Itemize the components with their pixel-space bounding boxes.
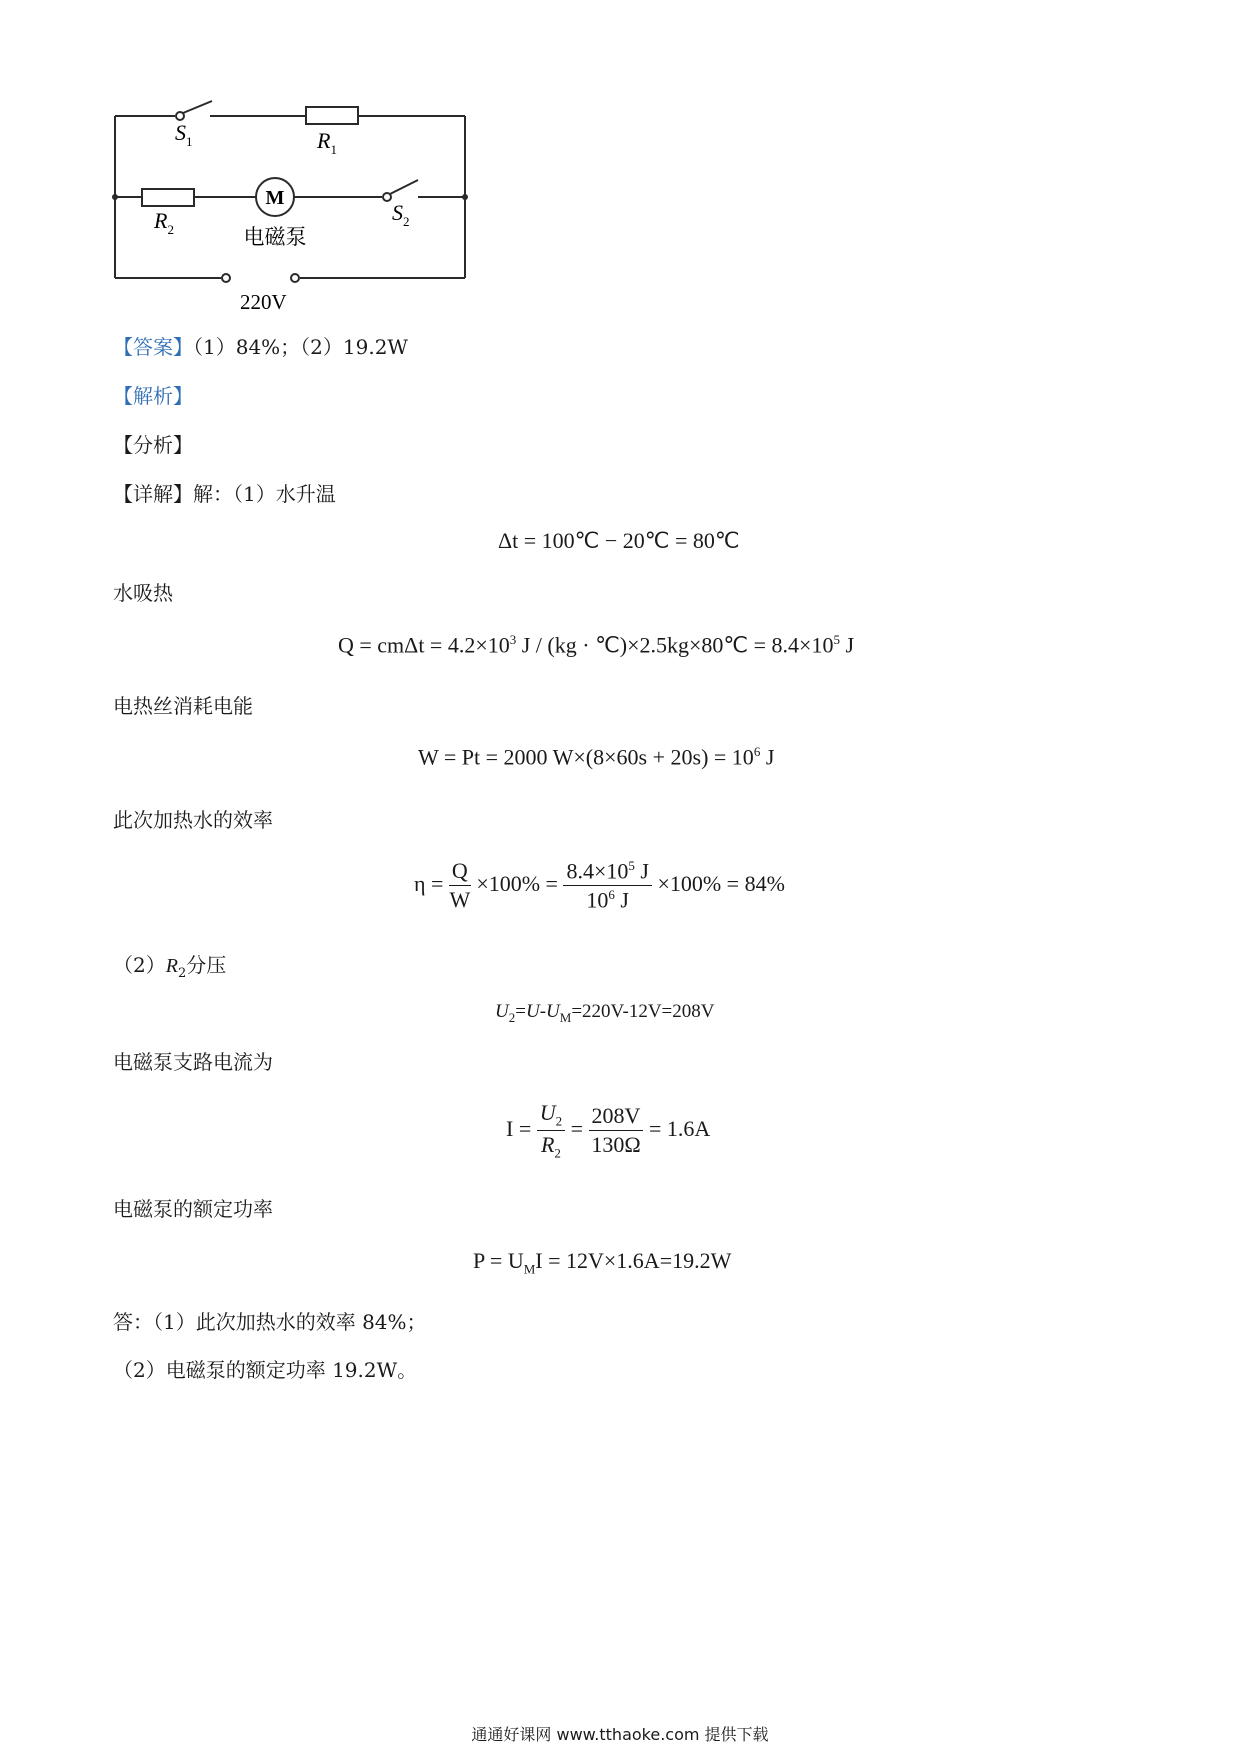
r2-label: $R_2$ <box>154 208 174 237</box>
r1-label: $R_1$ <box>317 128 337 157</box>
conclusion-line-2: （2）电磁泵的额定功率 19.2W。 <box>113 1358 418 1382</box>
equation-efficiency: η = $\frac{Q}{W}$ ×100% = $\frac{8.4\times 10^5 J}{10^6 J}$ ×100% = 84% <box>414 858 785 913</box>
fenxi-tag: 【分析】 <box>113 433 193 457</box>
s2-label: $S_2$ <box>392 200 410 229</box>
answer-text: （1）84%；（2）19.2W <box>193 335 408 359</box>
efficiency-label: 此次加热水的效率 <box>113 808 273 832</box>
detail-text: 解：（1）水升温 <box>193 482 336 506</box>
equation-power: $P = U_MI = 12V\times 1.6A=19.2W$ <box>473 1248 732 1277</box>
answer-line <box>113 333 408 361</box>
conclusion-line-1: 答：（1）此次加热水的效率 84%； <box>113 1310 427 1334</box>
equation-current: I = $\frac{U_2}{R_2}$ = $\frac{208V}{130\Omega}$ = 1.6A <box>506 1100 711 1161</box>
equation-electric-energy: W = Pt = 2000 $W\times(8\times 60s + 20s) = 10^6$ J <box>418 744 775 770</box>
footer-text: 通通好课网 www.tthaoke.com 提供下载 <box>471 1725 769 1744</box>
analysis-tag: 【解析】 <box>113 384 193 408</box>
detail-line <box>113 480 336 508</box>
motor-label: M <box>265 187 285 209</box>
rated-power-label: 电磁泵的额定功率 <box>113 1197 273 1221</box>
branch-current-label: 电磁泵支路电流为 <box>113 1050 273 1074</box>
wire-energy-label: 电热丝消耗电能 <box>113 694 253 718</box>
pump-label: 电磁泵 <box>243 225 307 249</box>
water-absorb-label: 水吸热 <box>113 581 173 605</box>
detail-tag: 【详解】 <box>113 482 193 506</box>
equation-heat: $Q = cm\Delta t = 4.2\times 10^3$ J / (kg · ℃)×2.5kg×80℃ = $8.4\times 10^5$ J <box>338 632 855 658</box>
answer-tag: 【答案】 <box>113 335 193 359</box>
s1-label: $S_1$ <box>175 120 193 149</box>
equation-voltage: $U_2=U-U_M=220V-12V=208V$ <box>495 1001 715 1025</box>
circuit-diagram <box>110 96 470 326</box>
equation-delta-t: Δt = 100℃ − 20℃ = 80℃ <box>498 528 740 553</box>
voltage-label: 220V <box>240 290 287 314</box>
r2-split-label: $(2)R_2$分压 <box>113 953 227 981</box>
